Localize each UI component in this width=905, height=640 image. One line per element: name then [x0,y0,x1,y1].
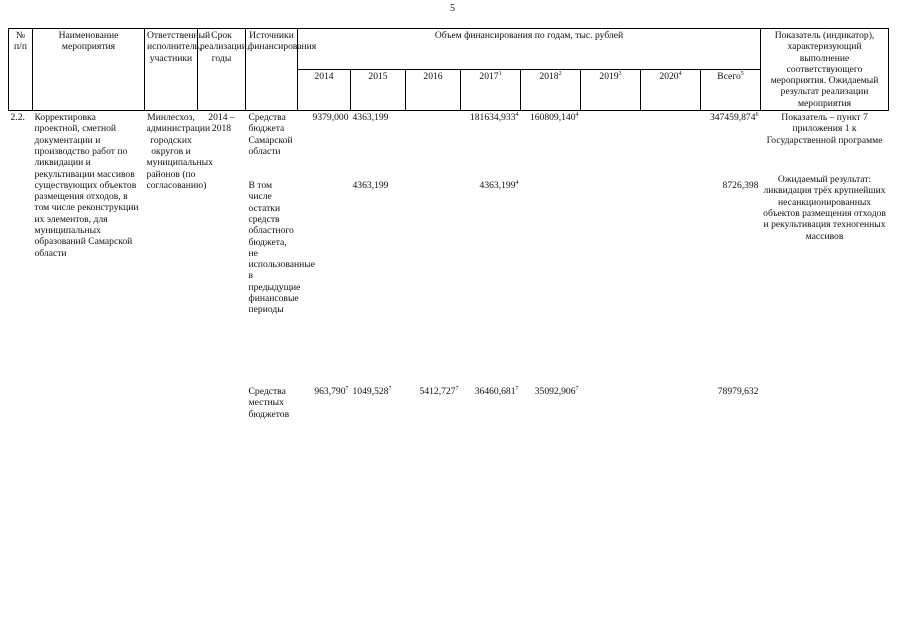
value-col-2018: 160809,140$^4$ 35092,906$^7$ [529,111,579,398]
header-year: 2016 [406,70,461,111]
row-indicator [761,111,889,420]
source-label-1: Средства бюджета Самарской области [248,112,293,157]
value-cell: 347459,874 [709,112,756,124]
value-cell: 9379,000 [312,112,349,124]
source-label-2: В том числе остатки средств областного бюджета, не использованные в предыдущие финансовые периоды [248,180,316,316]
financing-table [8,28,889,420]
header-indicator: Показатель (индикатор), характеризующий выполнение соответствующего мероприятия. Ожидаемый результат реализации мероприятия [761,29,889,111]
value-col-2016: 5412,727$^7$ [419,385,459,398]
indicator-1: Показатель – пункт 7 приложения 1 к Государственной программе [766,112,883,146]
header-funding-group: Объем финансирования по годам, тыс. рублей [298,29,761,70]
value-cell: 78979,632 [717,386,759,398]
page-number: 5 [450,3,455,14]
value-cell: 8726,398 [722,180,759,192]
value-cell: 4363,199 [352,112,389,124]
header-executor: Ответственный исполнитель, участники [145,29,198,111]
header-year: 2015 [351,70,406,111]
value-cell: 963,790 [314,386,346,398]
value-cell: 1049,528 [352,386,389,398]
row-term: 2014 – 2018 [208,112,235,135]
row-num: 2.2. [10,112,25,124]
value-cell: 181634,933 [469,112,516,124]
header-year: 2014 [298,70,351,111]
value-cell: 35092,906 [534,386,576,398]
value-col-total: 347459,874$^6$ 8726,398 78979,632 [709,111,759,398]
source-label-3: Средства местных бюджетов [248,386,290,420]
value-cell: 36460,681 [474,386,516,398]
header-year: 2019$^3$ [581,70,641,111]
header-year: 2017$^1$ [461,70,521,111]
value-cell: 4363,199 [352,180,389,192]
row-executor: Минлесхоз, администрации городских округов и муниципальных районов (по согласованию) [146,112,213,191]
header-name: Наименование мероприятия [33,29,145,111]
row-name: Корректировка проектной, сметной документации и производство работ по ликвидации и рекультивации массивов существующих объектов размещения отходов, в том числе реконструкции их элементов, для муниципальных образований Самарской области [34,112,139,259]
value-col-2020 [641,111,701,420]
value-col-2019 [581,111,641,420]
header-year: 2020$^4$ [641,70,701,111]
header-num: № п/п [9,29,33,111]
header-source: Источники финансирования [246,29,298,111]
source-cell [246,111,316,420]
value-cell: 5412,727 [419,386,456,398]
indicator-2: Ожидаемый результат: ликвидация трёх крупнейших несанкционированных объектов размещения отходов и рекультивация техногенных массивов [763,174,886,242]
header-term: Срок реализации, годы [198,29,246,111]
value-col-2014: 9379,000 963,790$^7$ [312,112,349,398]
value-col-2017: 181634,933$^4$ 4363,199$^4$ 36460,681$^7$ [469,111,519,398]
value-cell: 160809,140 [529,112,576,124]
table-row [9,111,889,420]
value-cell: 4363,199 [479,180,516,192]
value-col-2015: 4363,199 4363,199 1049,528$^7$ [352,112,392,398]
header-total: Всего$^5$ [701,70,761,111]
header-year: 2018$^2$ [521,70,581,111]
